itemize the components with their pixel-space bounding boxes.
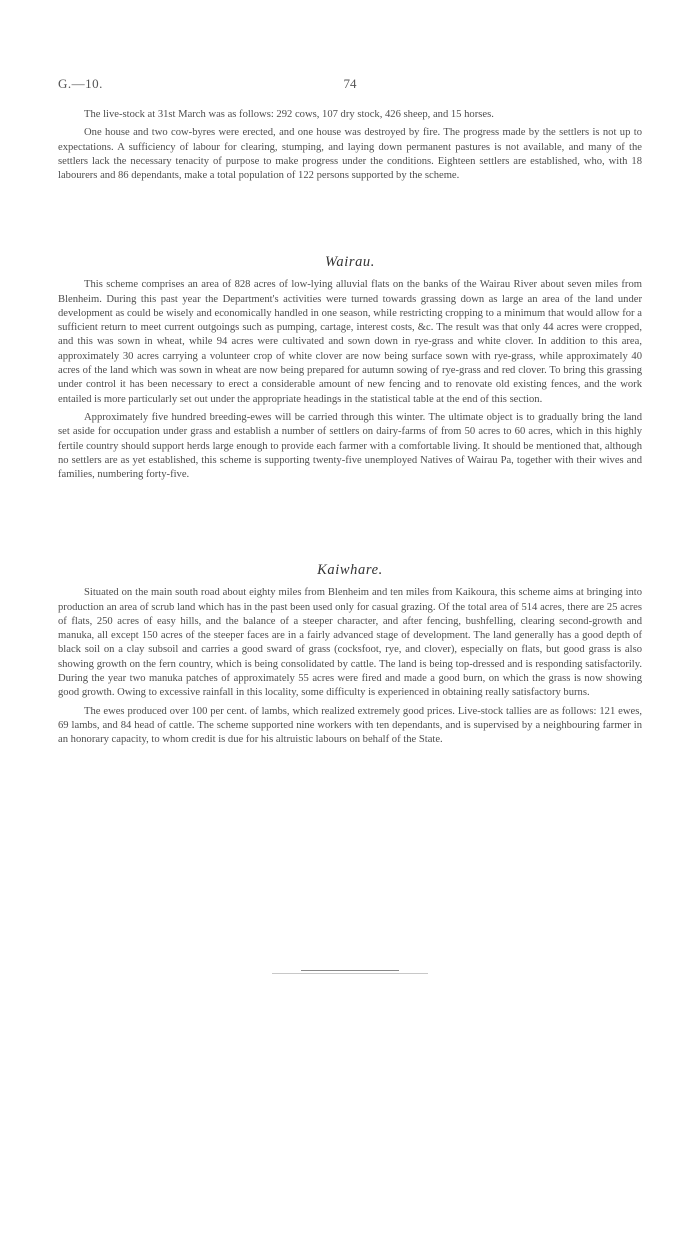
section-heading: Kaiwhare. xyxy=(317,562,383,578)
kaiwhare-section xyxy=(58,563,642,752)
section-heading: Wairau. xyxy=(325,254,375,270)
paragraph: The ewes produced over 100 per cent. of lambs, which realized extremely good prices. Live-stock tallies are as follows: 121 ewes, 69 lambs, and 84 head of cattle. The scheme supported nine workers with ten dependants, and is supervised by a neighbouring farmer in an honorary capacity, to whom credit is due for his altruistic labours on behalf of the State. xyxy=(58,705,642,746)
end-rule xyxy=(301,970,399,971)
wairau-section xyxy=(58,255,642,486)
document-reference: G.—10. xyxy=(58,76,103,91)
paragraph: This scheme comprises an area of 828 acres of low-lying alluvial flats on the banks of the Wairau River about seven miles from Blenheim. During this past year the Department's activities were turned towards grassing down as large an area of the land under development as could be wisely and economically handled in one season, while restricting cropping to a minimum that would allow for a sufficient return to meet current outgoings such as pumping, cartage, interest costs, &c. The result was that only 44 acres were cropped, and this was sown in wheat, while 94 acres were cultivated and sown down in rye-grass and white clover. In addition to this area, approximately 30 acres carrying a volunteer crop of white clover are now being surface sown with rye-grass, while approximately 40 acres of the land which was sown in wheat are now being prepared for autumn sowing of rye-grass and red clover. To bring this grassing under control it has been necessary to erect a considerable amount of new fencing and to renovate old existing fences, and the work entailed is more particularly set out under the appropriate headings in the statistical table at the end of this section. xyxy=(58,279,642,405)
end-rule-underline xyxy=(272,973,428,974)
paragraph: Situated on the main south road about eighty miles from Blenheim and ten miles from Kaikoura, this scheme aims at bringing into production an area of scrub land which has in the past been used only for casual grazing. Of the total area of 514 acres, there are 25 acres of flats, 250 acres of easy hills, and the balance of a steeper character, and after fencing, bushfelling, clearing second-growth and manuka, all except 150 acres of the steeper faces are in a fairly advanced stage of development. The land generally has a good depth of black soil on a clay subsoil and carries a good sward of grass (cocksfoot, rye, and clover), especially on flats, but good grass is also showing growth on the fern country, which is being consolidated by cattle. The land is being top-dressed and is responding satisfactorily. During the year two manuka patches of approximately 55 acres were fired and made a good burn, on which the grass is now showing good growth. Owing to excessive rainfall in this locality, some difficulty is experienced in obtaining really satisfactory burns. xyxy=(58,587,642,699)
paragraph: Approximately five hundred breeding-ewes will be carried through this winter. The ultimate object is to gradually bring the land set aside for occupation under grass and establish a number of settlers on dairy-farms of from 50 acres to 60 acres, which in this highly fertile country should support herds large enough to provide each farmer with a comfortable living. It should be mentioned that, although no settlers are as yet established, this scheme is supporting twenty-five unemployed Natives of Wairau Pa, together with their wives and families, numbering forty-five. xyxy=(58,411,642,481)
intro-section xyxy=(58,108,642,187)
paragraph: The live-stock at 31st March was as follows: 292 cows, 107 dry stock, 426 sheep, and 15 horses. xyxy=(84,109,494,120)
paragraph: One house and two cow-byres were erected, and one house was destroyed by fire. The progress made by the settlers is not up to expectations. A sufficiency of labour for clearing, stumping, and laying down permanent pastures is not available, and many of the settlers lack the necessary tenacity of purpose to make progress under the conditions. Eighteen settlers are established, who, with 18 labourers and 86 dependants, make a total population of 122 persons supported by the scheme. xyxy=(58,127,642,182)
page-number: 74 xyxy=(343,76,357,91)
running-header xyxy=(58,76,642,92)
